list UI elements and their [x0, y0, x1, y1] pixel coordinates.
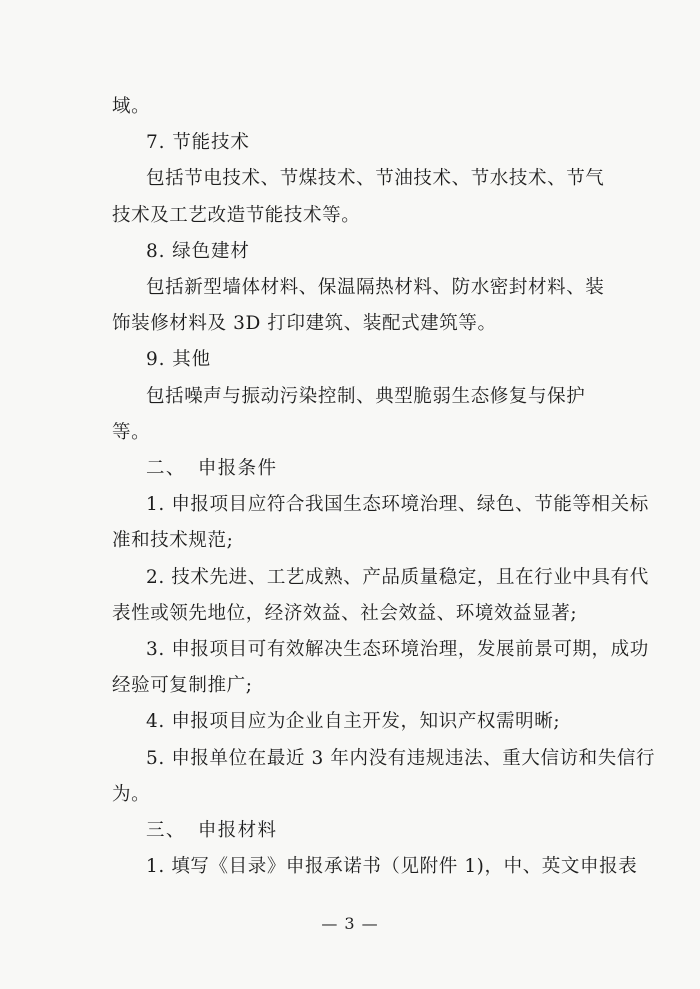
subheading-green-materials: 8. 绿色建材: [146, 240, 250, 262]
paragraph-line: 为。: [112, 783, 151, 805]
paragraph-line: 域。: [112, 96, 151, 117]
paragraph-line: 4. 申报项目应为企业自主开发，知识产权需明晰;: [146, 711, 561, 733]
paragraph-line: 经验可复制推广;: [112, 675, 253, 697]
subheading-energy-saving: 7. 节能技术: [146, 132, 250, 154]
paragraph-line: 包括新型墙体材料、保温隔热材料、防水密封材料、装: [146, 277, 605, 299]
section-heading-conditions: [112, 451, 597, 487]
page-number: — 3 —: [321, 914, 379, 933]
section-heading-materials: [112, 813, 597, 849]
paragraph-line: 技术及工艺改造节能技术等。: [112, 204, 361, 226]
paragraph-line: 1. 申报项目应符合我国生态环境治理、绿色、节能等相关标: [146, 494, 649, 516]
paragraph-line: 1. 填写《目录》申报承诺书（见附件 1)，中、英文申报表: [146, 856, 638, 878]
subheading-other: 9. 其他: [146, 349, 212, 371]
section-title: 申报材料: [197, 820, 278, 842]
paragraph-line: 准和技术规范;: [112, 530, 234, 552]
paragraph-line: 饰装修材料及 3D 打印建筑、装配式建筑等。: [112, 313, 497, 335]
paragraph-line: 表性或领先地位，经济效益、社会效益、环境效益显著;: [112, 602, 578, 624]
paragraph-line: 2. 技术先进、工艺成熟、产品质量稳定，且在行业中具有代: [146, 566, 649, 588]
section-title: 申报条件: [197, 458, 278, 480]
paragraph-line: 5. 申报单位在最近 3 年内没有违规违法、重大信访和失信行: [146, 747, 656, 769]
section-number: 二、: [146, 458, 186, 480]
paragraph-line: 等。: [112, 421, 151, 443]
paragraph-line: 3. 申报项目可有效解决生态环境治理，发展前景可期，成功: [146, 639, 649, 661]
paragraph-line: 包括噪声与振动污染控制、典型脆弱生态修复与保护: [146, 385, 586, 407]
section-number: 三、: [146, 820, 186, 842]
document-body: [112, 89, 656, 885]
paragraph-line: 包括节电技术、节煤技术、节油技术、节水技术、节气: [146, 168, 605, 190]
